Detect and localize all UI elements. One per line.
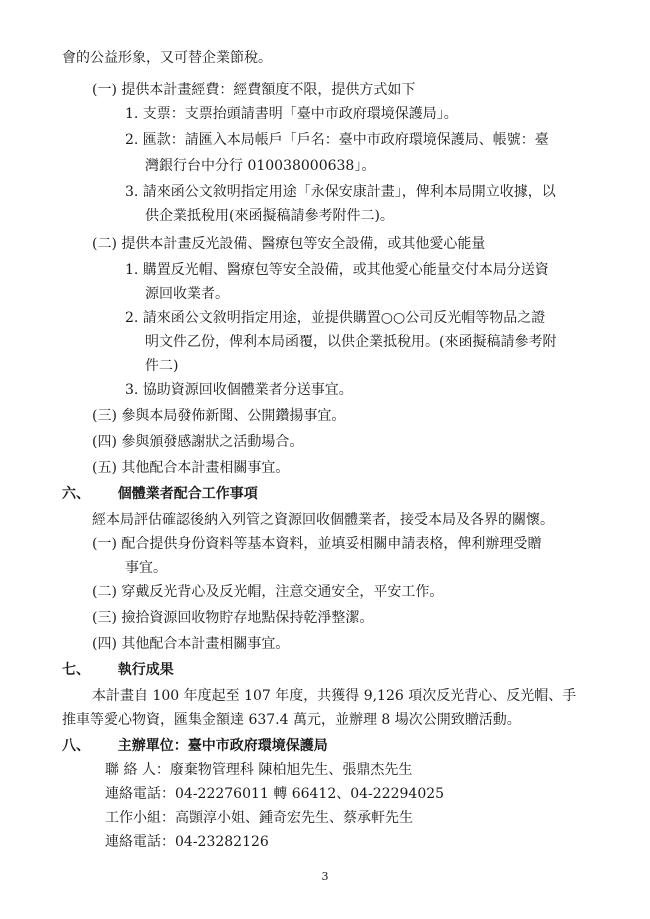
s6-item: (二) 穿戴反光背心及反光帽，注意交通安全，平安工作。	[92, 584, 444, 600]
s8-contact: 聯 絡 人：廢棄物管理科 陳柏旭先生、張鼎杰先生	[105, 762, 413, 778]
s5-item-2-sub: 1. 購置反光帽、醫療包等安全設備，或其他愛心能量交付本局分送資	[125, 262, 549, 278]
s6-item: 事宜。	[125, 560, 167, 576]
s7-text: 推車等愛心物資，匯集金額達 637.4 萬元，並辦理 8 場次公開致贈活動。	[62, 712, 521, 728]
s5-item-1-sub: 3. 請來函公文敘明指定用途「永保安康計畫」，俾利本局開立收據，以	[125, 184, 556, 200]
s5-item-2-sub: 3. 協助資源回收個體業者分送事宜。	[125, 382, 353, 398]
s8-title: 主辦單位：臺中市政府環境保護局	[117, 738, 328, 754]
s7-number: 七、	[62, 662, 90, 678]
s5-item-1-sub: 灣銀行台中分行 010038000638」。	[145, 158, 376, 174]
s7-text: 本計畫自 100 年度起至 107 年度，共獲得 9,126 項次反光背心、反光帽、手	[92, 688, 577, 704]
s5-item-2-sub: 2. 請來函公文敘明指定用途，並提供購置○○公司反光帽等物品之證	[125, 310, 546, 326]
s6-title: 個體業者配合工作事項	[117, 486, 258, 502]
s5-item-2: (二) 提供本計畫反光設備、醫療包等安全設備，或其他愛心能量	[92, 236, 486, 252]
s5-item-1-sub: 供企業抵稅用(來函擬稿請參考附件二)。	[145, 208, 394, 224]
s5-item-1-sub: 2. 匯款：請匯入本局帳戶「戶名：臺中市政府環境保護局、帳號：臺	[125, 132, 549, 148]
s5-item-2-sub: 件二)	[145, 358, 179, 374]
s5-item-4: (四) 參與頒發感謝狀之活動場合。	[92, 434, 304, 450]
s6-item: (一) 配合提供身份資料等基本資料，並填妥相關申請表格，俾利辦理受贈	[92, 536, 542, 552]
s5-item-5: (五) 其他配合本計畫相關事宜。	[92, 460, 290, 476]
s6-heading	[62, 484, 258, 504]
s8-heading	[62, 736, 328, 756]
s8-number: 八、	[62, 738, 90, 754]
s5-item-1-sub: 1. 支票：支票抬頭請書明「臺中市政府環境保護局」。	[125, 106, 458, 122]
s7-title: 執行成果	[117, 662, 174, 678]
s6-item: (三) 撿拾資源回收物貯存地點保持乾淨整潔。	[92, 610, 374, 626]
s7-heading	[62, 660, 174, 680]
s5-item-1: (一) 提供本計畫經費：經費額度不限，提供方式如下	[92, 82, 416, 98]
s8-team: 工作小組：高顗淳小姐、鍾奇宏先生、蔡承軒先生	[105, 810, 413, 826]
s5-item-2-sub: 明文件乙份，俾利本局函覆，以供企業抵稅用。(來函擬稿請參考附	[145, 334, 557, 350]
s5-item-2-sub: 源回收業者。	[145, 286, 229, 302]
s5-item-3: (三) 參與本局發佈新聞、公開鑽揚事宜。	[92, 408, 346, 424]
s8-phone: 連絡電話：04-22276011 轉 66412、04-22294025	[105, 786, 445, 802]
s6-number: 六、	[62, 486, 90, 502]
s8-phone: 連絡電話：04-23282126	[105, 834, 269, 850]
page-number: 3	[321, 870, 329, 883]
s6-item: (四) 其他配合本計畫相關事宜。	[92, 636, 290, 652]
s6-intro: 經本局評估確認後納入列管之資源回收個體業者，接受本局及各界的關懷。	[92, 512, 554, 528]
intro-tail: 會的公益形象，又可替企業節稅。	[62, 50, 272, 66]
